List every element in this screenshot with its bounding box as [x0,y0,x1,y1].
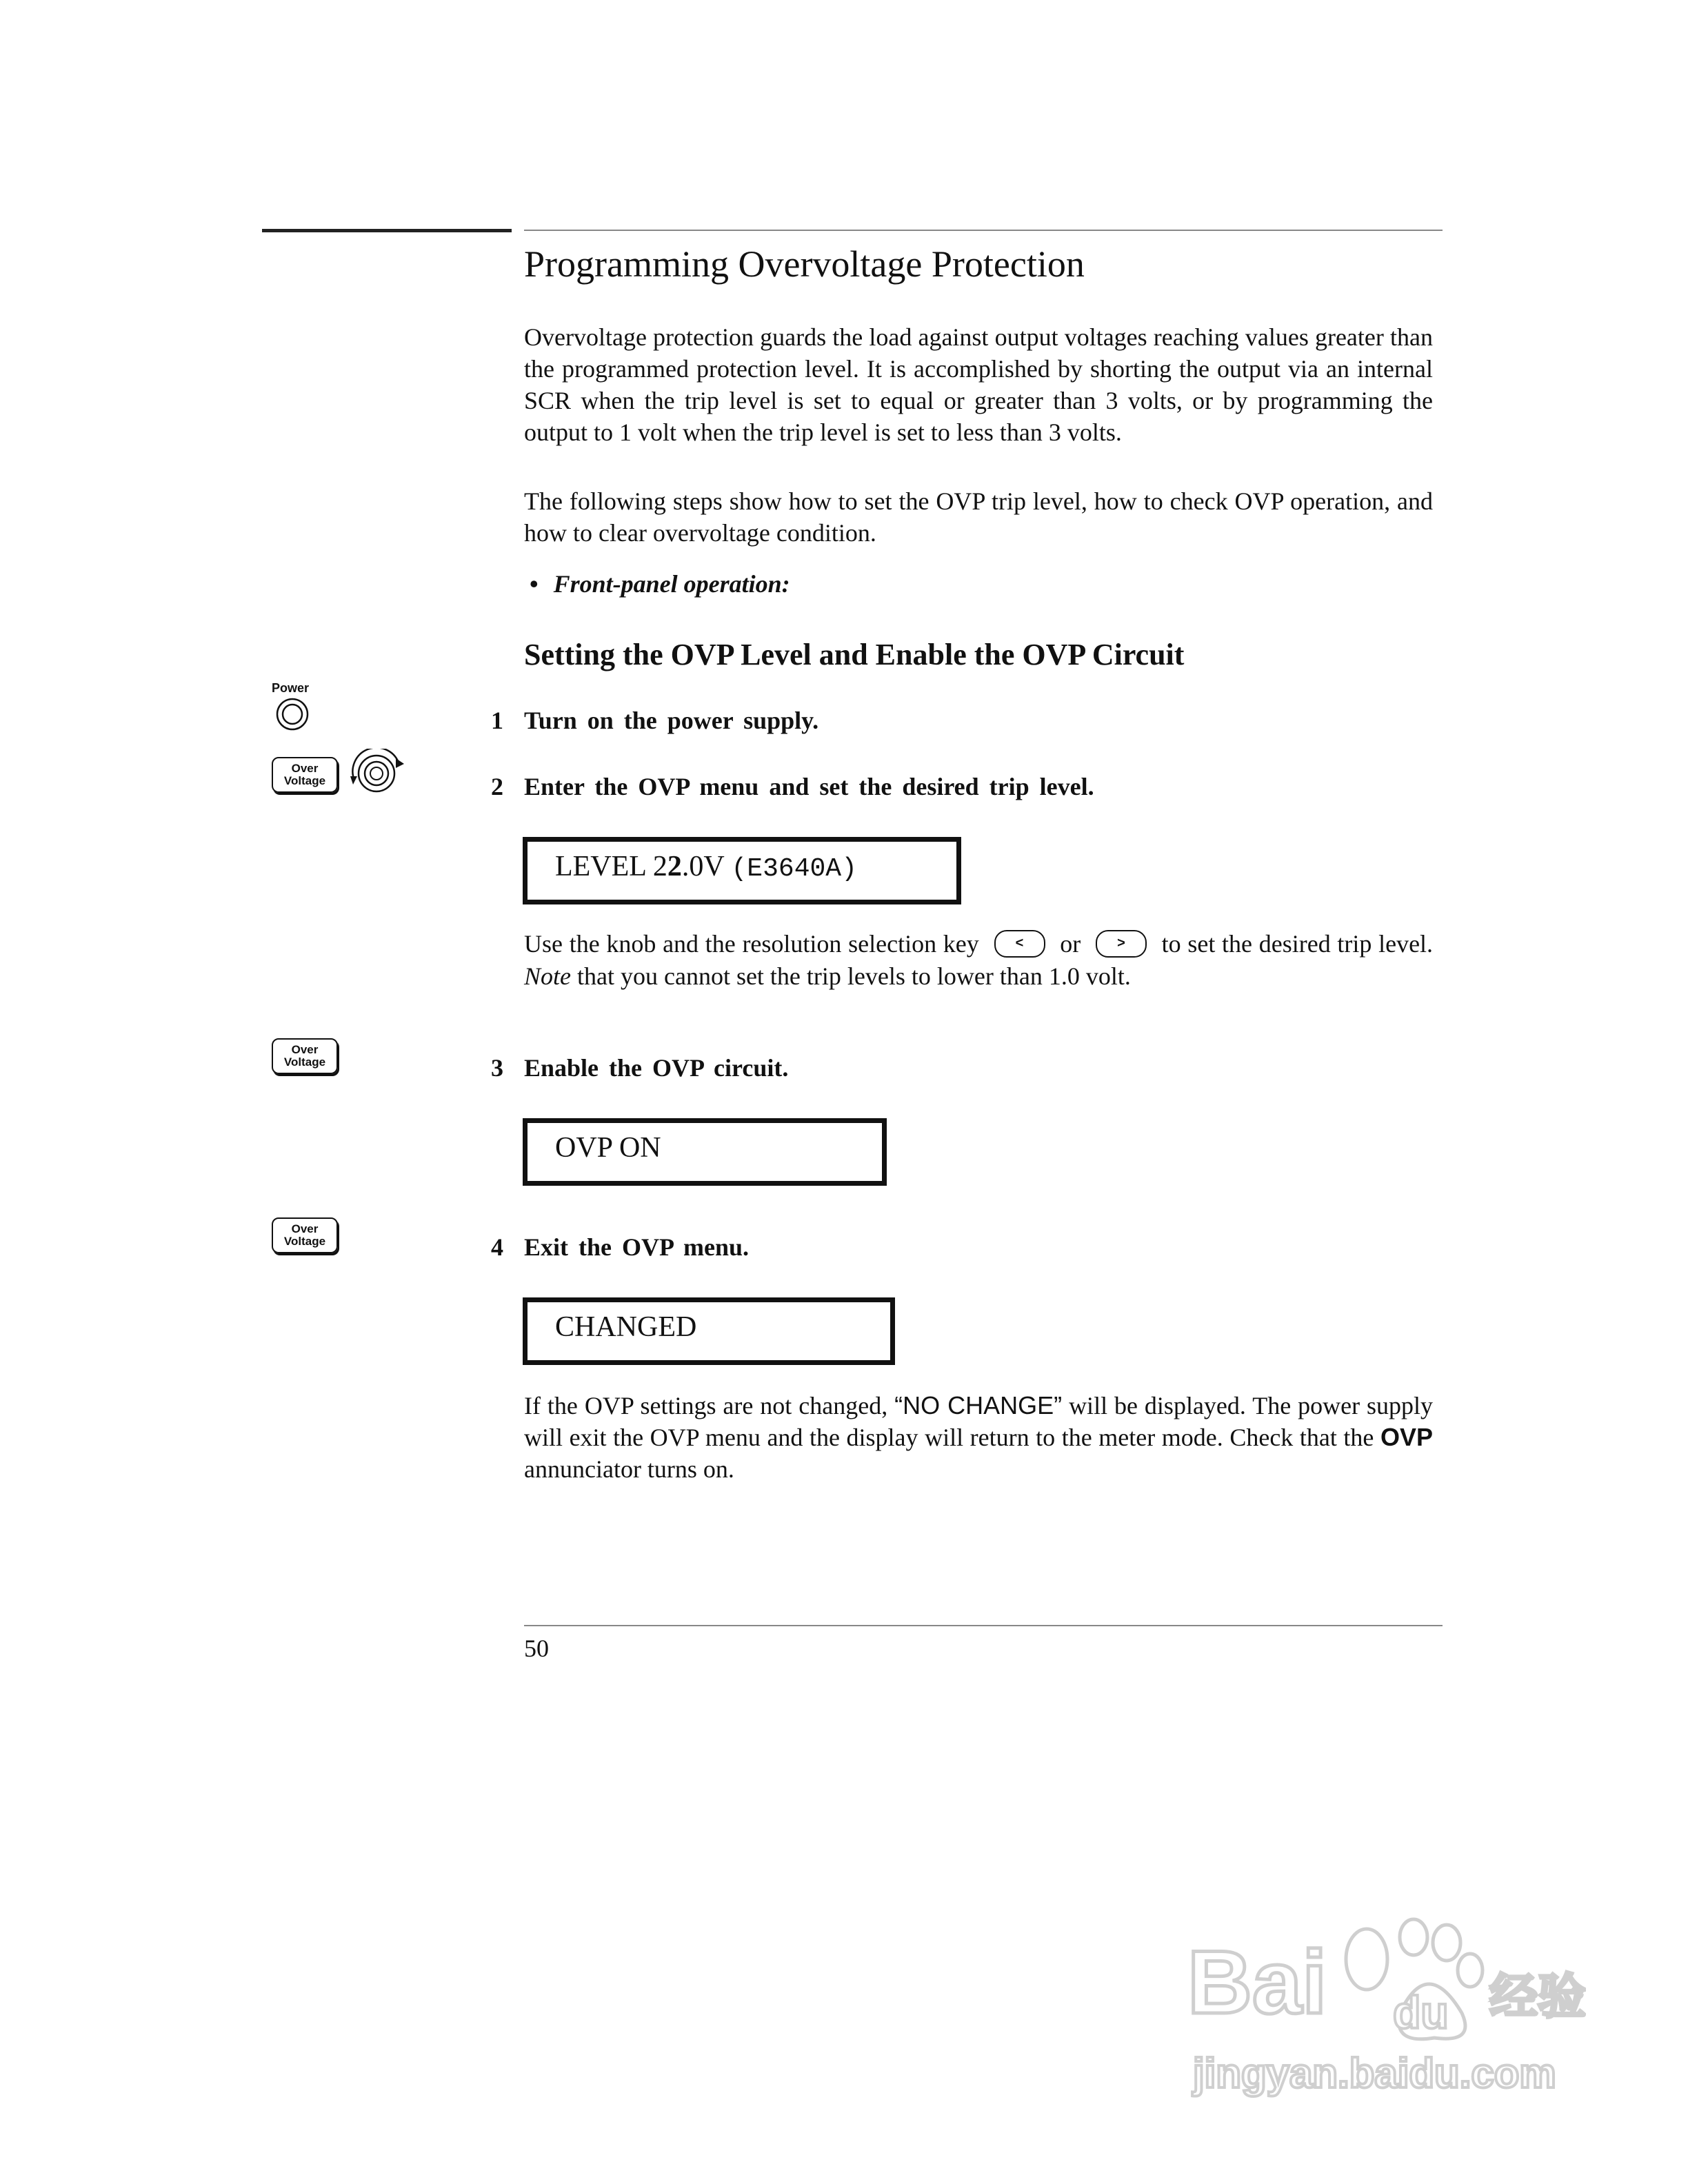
intro-paragraph-2: The following steps show how to set the OVP trip level, how to check OVP operation, and how to clear overvoltage condition. [524,487,1433,547]
knob-note-or: or [1060,930,1081,958]
over-voltage-button-icon [272,757,338,793]
header-rule-thick [262,229,512,232]
exit-note-paragraph [524,1390,1433,1485]
over-voltage-label-1: Over [291,762,319,775]
over-voltage-label-2: Voltage [283,1235,326,1248]
page-number: 50 [524,1635,549,1662]
display-level [523,837,961,904]
intro-paragraph-1: Overvoltage protection guards the load against output voltages reaching values greater than the programmed protection level. It is accomplished by shorting the output via an internal SCR when the trip level is set to equal or greater than 3 volts, or by programming the output to 1 volt when the trip level is set to less than 3 volts. [524,323,1433,446]
over-voltage-label-2: Voltage [283,774,326,787]
step-number: 3 [491,1054,503,1082]
knob-note-part2: to set the desired trip level. [1161,930,1434,958]
front-panel-bullet [530,569,790,598]
knob-icon [345,749,408,797]
step-4 [491,1233,749,1262]
power-label: Power [272,681,310,695]
display-ovp-on [523,1118,887,1186]
baidu-watermark [1186,1910,1586,2106]
step-text: Enable the OVP circuit. [524,1054,789,1082]
over-voltage-label-1: Over [291,1043,319,1056]
over-voltage-button-icon-step4 [272,1217,338,1253]
display-level-prefix: LEVEL 2 [555,851,667,882]
knob-note-paragraph [524,928,1433,992]
step-text: Enter the OVP menu and set the desired trip level. [524,773,1094,800]
knob-note-word: Note [524,962,571,990]
step-3 [491,1053,788,1082]
header-rule-thin [524,230,1443,231]
step-text: Exit the OVP menu. [524,1233,750,1261]
display-changed [523,1297,895,1365]
baidu-watermark-logo [1186,1910,1586,2103]
step-number: 2 [491,773,503,800]
watermark-cn: 经验 [1489,1968,1586,2025]
step-2 [491,772,1094,801]
section-heading: Setting the OVP Level and Enable the OVP Circuit [524,638,1185,671]
exit-note-part3: annunciator turns on. [524,1455,734,1483]
step-1 [491,706,818,735]
step-number: 4 [491,1233,503,1261]
knob-note-part3: that you cannot set the trip levels to lower than 1.0 volt. [577,962,1131,990]
power-button-icon [274,696,310,732]
knob-note-part1: Use the knob and the resolution selection key [524,930,979,958]
step-text: Turn on the power supply. [524,707,819,734]
exit-note-part1: If the OVP settings are not changed, [524,1392,888,1419]
display-level-digit: 2 [667,851,682,882]
footer-rule [524,1625,1443,1626]
display-model: (E3640A) [731,854,857,884]
watermark-brand2: du [1393,1987,1449,2038]
ovp-annunciator-label: OVP [1380,1423,1434,1451]
bullet-text: Front-panel operation: [553,570,790,598]
page-title: Programming Overvoltage Protection [524,243,1085,285]
watermark-url: jingyan.baidu.com [1193,2050,1556,2096]
display-level-suffix: .0V [681,851,724,882]
step-number: 1 [491,707,503,734]
resolution-right-key-icon: > [1096,930,1147,958]
display-changed-text: CHANGED [555,1311,697,1343]
exit-note-part2: will be displayed. The power supply will exit the OVP menu and the display will return to the meter mode. Check that the [524,1392,1434,1451]
resolution-left-key-icon: < [994,930,1045,958]
over-voltage-label-2: Voltage [283,1055,326,1069]
exit-note-quoted: “NO CHANGE” [894,1391,1063,1419]
watermark-brand: Bai [1187,1932,1327,2032]
display-ovp-on-text: OVP ON [555,1132,661,1164]
over-voltage-button-icon-step3 [272,1038,338,1074]
over-voltage-label-1: Over [291,1222,319,1235]
bullet-dot: • [530,570,539,598]
